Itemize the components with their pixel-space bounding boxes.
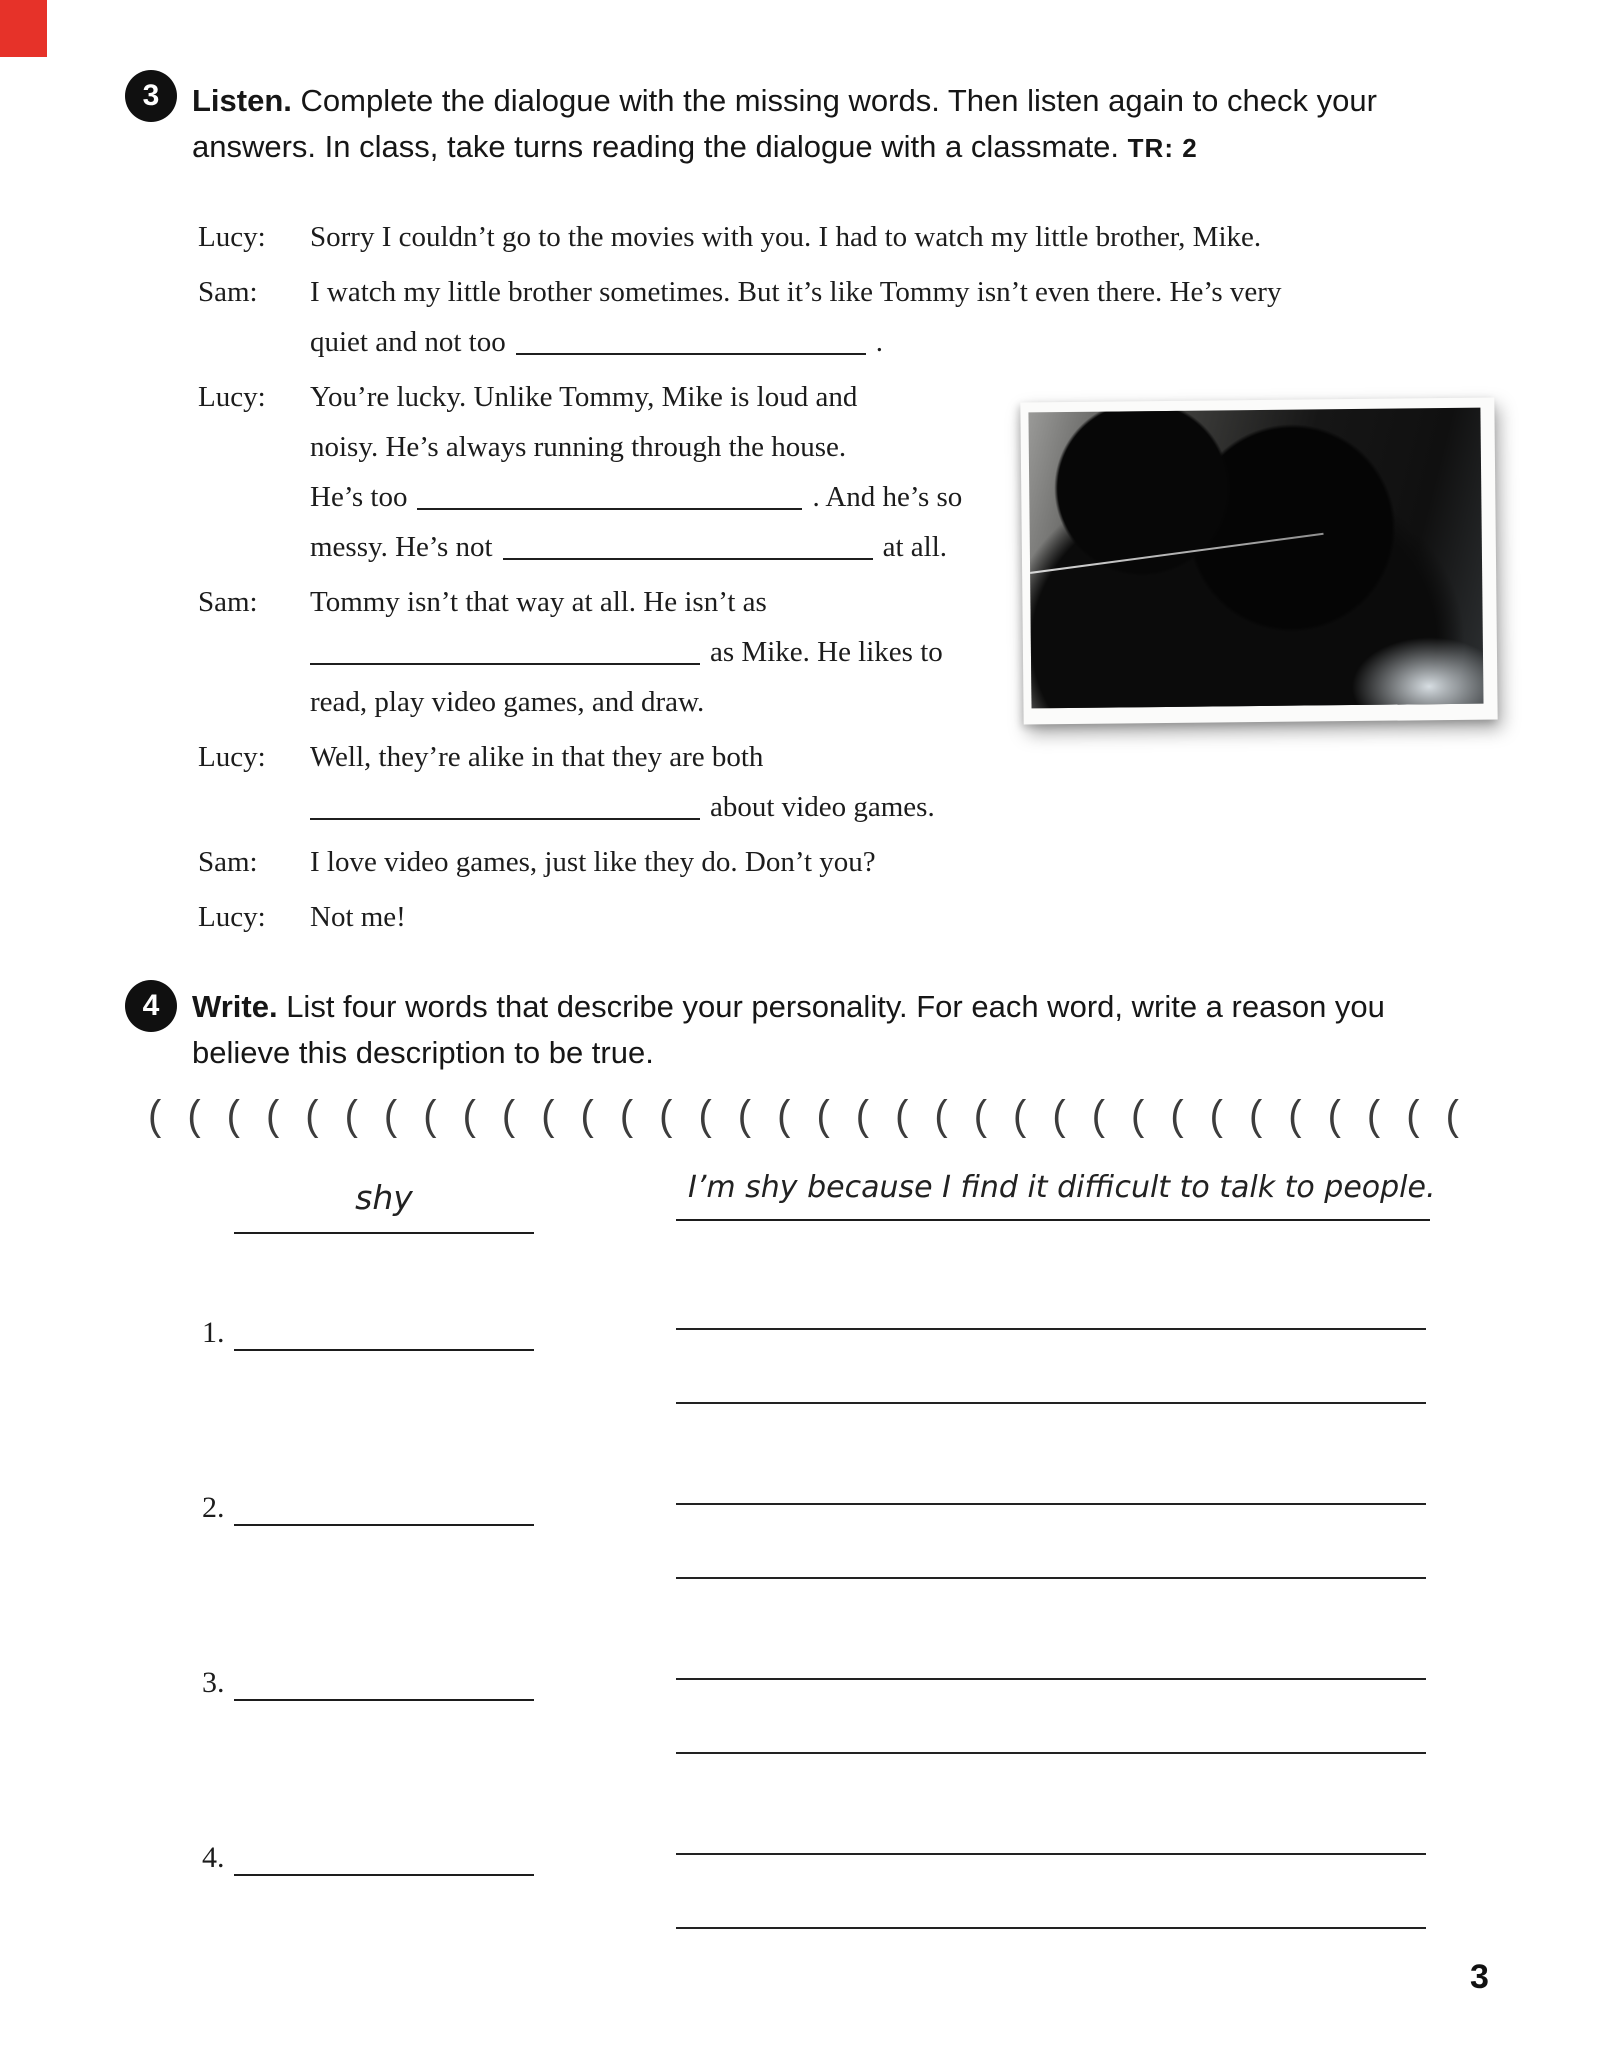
exercise3-instructions-line1: Complete the dialogue with the missing words. Then listen again to check your: [300, 83, 1377, 118]
dialogue-text: .: [875, 326, 883, 358]
dialogue-line: [310, 522, 962, 572]
dialogue-text: You’re lucky. Unlike Tommy, Mike is loud and: [310, 381, 858, 413]
answer-row-4: [202, 1841, 1442, 1971]
dialogue-turn: [198, 892, 1281, 942]
answer-row-3: [202, 1666, 1442, 1796]
dialogue-text: as Mike. He likes to: [710, 636, 943, 668]
item-number: 2.: [202, 1491, 225, 1524]
reason-answer-line: [676, 1328, 1426, 1330]
dialogue-line: [310, 677, 943, 727]
page-number: 3: [1470, 1958, 1489, 1996]
exercise4-instructions-line2: believe this description to be true.: [192, 1035, 654, 1070]
dialogue-turn-body: [310, 577, 943, 727]
word-answer-line: [234, 1699, 534, 1701]
exercise4-instructions-line1: List four words that describe your personality. For each word, write a reason you: [286, 989, 1385, 1024]
item-number: 1.: [202, 1316, 225, 1349]
exercise3-number-badge: [125, 70, 177, 122]
word-answer-line: [234, 1874, 534, 1876]
dialogue-text: Tommy isn’t that way at all. He isn’t as: [310, 586, 767, 618]
dialogue-text: Sorry I couldn’t go to the movies with you. I had to watch my little brother, Mike.: [310, 221, 1262, 253]
dialogue-turn-body: [310, 212, 1261, 262]
reason-answer-line: [676, 1577, 1426, 1579]
exercise3-title: Listen.: [192, 83, 292, 118]
reason-answer-line: [676, 1853, 1426, 1855]
dialogue-text: I watch my little brother sometimes. But it’s like Tommy isn’t even there. He’s very: [310, 276, 1282, 308]
exercise4-number-badge: [125, 980, 177, 1032]
answer-blank: [417, 508, 802, 510]
reason-answer-line: [676, 1402, 1426, 1404]
reason-answer-line: [676, 1752, 1426, 1754]
dialogue-text: I love video games, just like they do. Don’t you?: [310, 846, 876, 878]
dialogue-text: Not me!: [310, 901, 406, 933]
photo-of-children: [1028, 408, 1483, 709]
photo-string-line: [1028, 533, 1323, 575]
dialogue-line: [310, 472, 962, 522]
item-number: 4.: [202, 1841, 225, 1874]
dialogue-turn-body: [310, 372, 962, 572]
exercise4-number: 4: [142, 989, 160, 1022]
dialogue-turn: [198, 212, 1281, 262]
dialogue-speaker: Lucy:: [198, 901, 266, 933]
reason-answer-line: [676, 1503, 1426, 1505]
answer-row-1: [202, 1316, 1442, 1446]
word-answer-line: [234, 1524, 534, 1526]
dialogue-line: [310, 782, 935, 832]
photo-frame: [1020, 398, 1497, 725]
dialogue-line: [310, 372, 962, 422]
dialogue-line: [310, 317, 1281, 367]
answer-blank: [310, 663, 700, 665]
word-answer-line: [234, 1349, 534, 1351]
spiral-binding-icons: ((((((((((((((((((((((((((((((((((: [148, 1092, 1485, 1140]
dialogue-speaker: Sam:: [198, 276, 258, 308]
answer-blank: [516, 353, 866, 355]
reason-answer-line: [676, 1678, 1426, 1680]
track-label: TR: 2: [1127, 133, 1198, 163]
item-number: 3.: [202, 1666, 225, 1699]
dialogue-text: at all.: [882, 531, 948, 563]
dialogue-line: [310, 267, 1281, 317]
dialogue-text: He’s too: [310, 481, 408, 513]
dialogue-text: . And he’s so: [812, 481, 963, 513]
exercise4-instructions: [192, 984, 1462, 1076]
exercise3-number: 3: [142, 79, 160, 112]
dialogue-text: messy. He’s not: [310, 531, 493, 563]
dialogue-text: Well, they’re alike in that they are both: [310, 741, 764, 773]
dialogue-line: [310, 577, 943, 627]
dialogue-line: [310, 732, 935, 782]
dialogue-turn: [198, 732, 1281, 832]
dialogue-speaker: Sam:: [198, 846, 258, 878]
dialogue-turn-body: [310, 732, 935, 832]
dialogue-text: about video games.: [710, 791, 935, 823]
dialogue-line: [310, 892, 406, 942]
dialogue-turn-body: [310, 892, 406, 942]
dialogue-line: [310, 422, 962, 472]
exercise3-instructions-line2: answers. In class, take turns reading the dialogue with a classmate.: [192, 129, 1120, 164]
example-reason-line: [676, 1219, 1430, 1221]
dialogue-speaker: Lucy:: [198, 741, 266, 773]
exercise4-title: Write.: [192, 989, 278, 1024]
dialogue-turn-body: [310, 837, 876, 887]
exercise3-instructions: [192, 78, 1462, 171]
reason-answer-line: [676, 1927, 1426, 1929]
answer-blank: [503, 558, 873, 560]
dialogue-text: noisy. He’s always running through the house.: [310, 431, 847, 463]
example-word: shy: [355, 1178, 413, 1217]
answer-blank: [310, 818, 700, 820]
dialogue-line: [310, 627, 943, 677]
dialogue-line: [310, 837, 876, 887]
dialogue-text: read, play video games, and draw.: [310, 686, 705, 718]
dialogue-text: quiet and not too: [310, 326, 506, 358]
dialogue-turn-body: [310, 267, 1281, 367]
dialogue-speaker: Sam:: [198, 586, 258, 618]
dialogue-line: [310, 212, 1261, 262]
dialogue-turn: [198, 837, 1281, 887]
corner-red-bar: [0, 0, 47, 57]
example-word-line: [234, 1232, 534, 1234]
answer-row-2: [202, 1491, 1442, 1621]
dialogue-speaker: Lucy:: [198, 221, 266, 253]
example-reason: I’m shy because I find it difficult to talk to people.: [688, 1170, 1436, 1205]
dialogue-speaker: Lucy:: [198, 381, 266, 413]
dialogue-turn: [198, 267, 1281, 367]
